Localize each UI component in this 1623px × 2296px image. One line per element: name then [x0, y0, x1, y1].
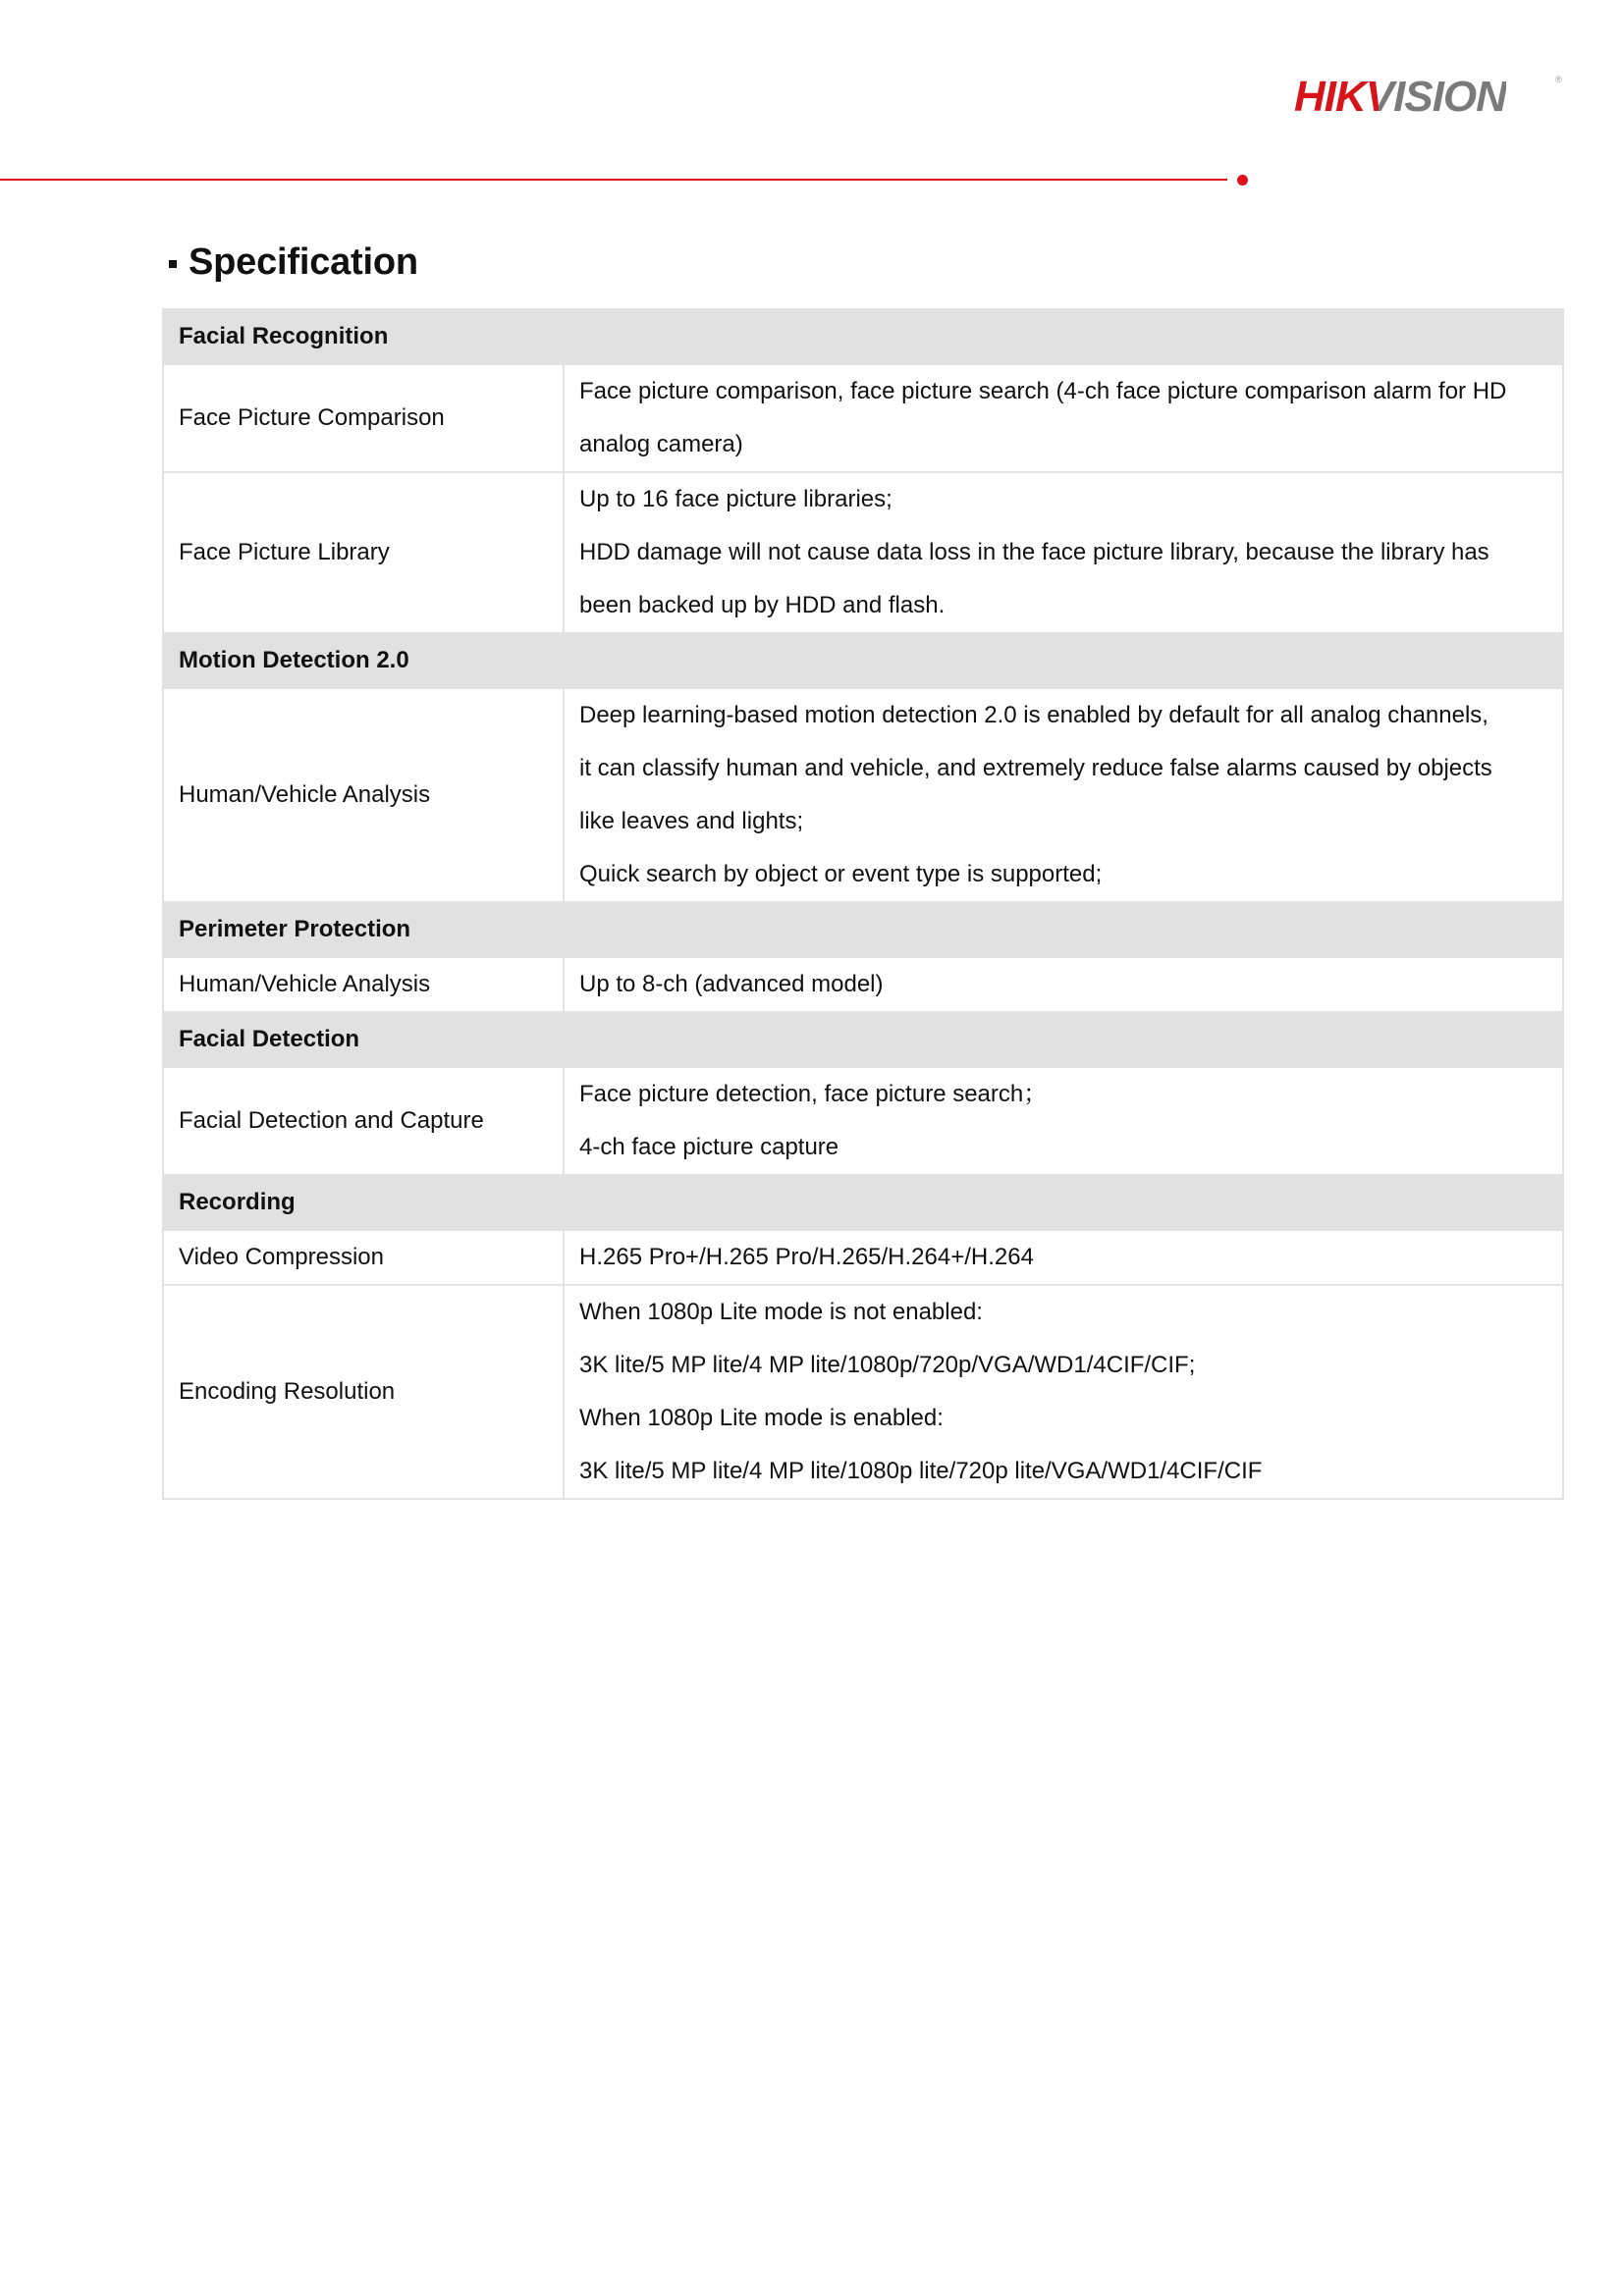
spec-value-line: HDD damage will not cause data loss in the face picture library, because the library has [579, 539, 1489, 565]
spec-row [163, 957, 1563, 1012]
section-header: Motion Detection 2.0 [163, 633, 1563, 688]
section-header: Facial Detection [163, 1012, 1563, 1067]
brand-name: HIKVISION [1294, 73, 1506, 121]
spec-value-line: analog camera) [579, 431, 743, 457]
page-title [169, 241, 418, 284]
hikvision-logo [1294, 75, 1569, 120]
spec-value-line: Up to 8-ch (advanced model) [579, 971, 884, 997]
spec-value-line: 3K lite/5 MP lite/4 MP lite/1080p lite/720p lite/VGA/WD1/4CIF/CIF [579, 1458, 1263, 1484]
spec-row [163, 1067, 1563, 1175]
spec-value-line: When 1080p Lite mode is not enabled: [579, 1299, 983, 1325]
spec-param-label: Video Compression [163, 1230, 564, 1285]
spec-value [564, 1067, 1563, 1175]
section-header-row [163, 902, 1563, 957]
spec-row [163, 1285, 1563, 1499]
spec-row [163, 472, 1563, 633]
spec-value [564, 1230, 1563, 1285]
spec-row [163, 688, 1563, 902]
spec-value-line: been backed up by HDD and flash. [579, 592, 946, 618]
spec-value-line: it can classify human and vehicle, and extremely reduce false alarms caused by objects [579, 755, 1492, 781]
section-header-row [163, 1012, 1563, 1067]
page-title-text: Specification [189, 241, 418, 283]
section-header-row [163, 309, 1563, 364]
section-header: Facial Recognition [163, 309, 1563, 364]
spec-value [564, 364, 1563, 472]
spec-value-line: Deep learning-based motion detection 2.0 is enabled by default for all analog channels, [579, 702, 1488, 728]
spec-row [163, 1230, 1563, 1285]
spec-value-line: Up to 16 face picture libraries; [579, 486, 893, 512]
spec-value-line: Quick search by object or event type is supported; [579, 861, 1103, 887]
spec-param-label: Human/Vehicle Analysis [163, 957, 564, 1012]
header-red-dot [1237, 175, 1248, 186]
spec-value-line: Face picture comparison, face picture search (4-ch face picture comparison alarm for HD [579, 378, 1507, 404]
spec-param-label: Facial Detection and Capture [163, 1067, 564, 1175]
section-header: Recording [163, 1175, 1563, 1230]
spec-table [162, 308, 1564, 1500]
spec-value-line: Face picture detection, face picture search； [579, 1081, 1048, 1107]
spec-row [163, 364, 1563, 472]
spec-value [564, 472, 1563, 633]
spec-value [564, 957, 1563, 1012]
spec-param-label: Encoding Resolution [163, 1285, 564, 1499]
spec-value [564, 1285, 1563, 1499]
spec-value-line: like leaves and lights; [579, 808, 804, 834]
section-header: Perimeter Protection [163, 902, 1563, 957]
title-bullet-icon [169, 260, 177, 268]
spec-value-line: H.265 Pro+/H.265 Pro/H.265/H.264+/H.264 [579, 1244, 1034, 1270]
spec-value-line: 4-ch face picture capture [579, 1134, 839, 1160]
spec-param-label: Face Picture Library [163, 472, 564, 633]
spec-value [564, 688, 1563, 902]
header-red-rule [0, 179, 1227, 181]
spec-value-line: When 1080p Lite mode is enabled: [579, 1405, 944, 1431]
section-header-row [163, 633, 1563, 688]
spec-param-label: Human/Vehicle Analysis [163, 688, 564, 902]
spec-param-label: Face Picture Comparison [163, 364, 564, 472]
registered-mark: ® [1555, 75, 1562, 84]
spec-value-line: 3K lite/5 MP lite/4 MP lite/1080p/720p/VGA/WD1/4CIF/CIF; [579, 1352, 1196, 1378]
section-header-row [163, 1175, 1563, 1230]
